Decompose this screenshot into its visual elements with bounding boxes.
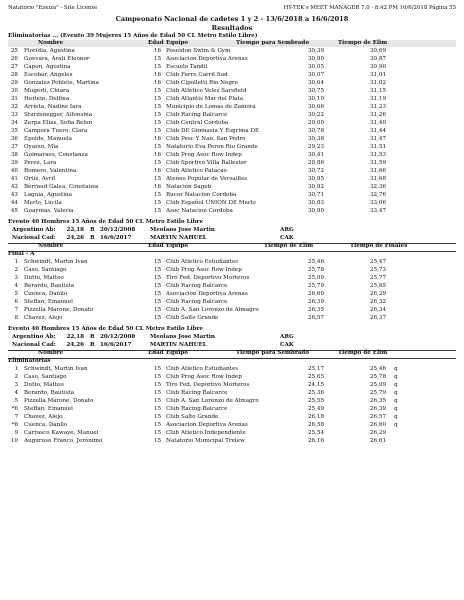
result-team: Club Racing Balcarce xyxy=(166,283,228,289)
result-place: 40 xyxy=(10,168,18,174)
result-seed-time: 30,05 xyxy=(307,64,324,70)
result-name: Laguia, Agustina xyxy=(24,192,72,198)
result-team: Escuelo Tandil xyxy=(166,64,208,70)
result-time: 31,51 xyxy=(369,144,386,150)
result-place: 3 xyxy=(14,382,18,388)
result-age: 15 xyxy=(154,422,162,428)
result-age: 16 xyxy=(154,136,162,142)
result-team: Asociacion Deportiva Arenas xyxy=(166,291,248,297)
result-age: 15 xyxy=(154,259,162,265)
result-time: 26,29 xyxy=(369,291,386,297)
result-age: 15 xyxy=(154,208,162,214)
result-time: 25,78 xyxy=(369,374,386,380)
result-time: 31,19 xyxy=(369,96,386,102)
record-date: 20/12/2008 xyxy=(100,227,136,233)
site-license: Natatorio "Ezeiza" - Site License xyxy=(8,5,98,11)
result-time: 31,15 xyxy=(369,88,386,94)
result-age: 16 xyxy=(154,168,162,174)
result-team: Natatorio Municipal Trelew xyxy=(166,438,245,444)
result-place: 36 xyxy=(10,136,18,142)
result-seed-time: 24,15 xyxy=(307,382,324,388)
result-place: 27 xyxy=(10,64,18,70)
result-team: Club Atlantis Mar del Plata xyxy=(166,96,244,102)
result-place: 8 xyxy=(14,315,18,321)
result-name: Berardo, Bautista xyxy=(24,283,75,289)
result-place: 35 xyxy=(10,128,18,134)
result-age: 16 xyxy=(154,152,162,158)
result-team: Poseidon Swim & Gym xyxy=(166,48,231,54)
result-name: Cuenca, Danilo xyxy=(24,291,68,297)
result-seed-time: 30,22 xyxy=(307,112,324,118)
result-place: 4 xyxy=(14,390,18,396)
result-team: Club Racing Balcarce xyxy=(166,299,228,305)
result-name: Dutto, Matteo xyxy=(24,275,64,281)
column-header: Equipo xyxy=(166,350,189,356)
result-name: Herlein, Delfina xyxy=(24,96,70,102)
result-team: Club Atletico Patacao xyxy=(166,168,227,174)
result-age: 15 xyxy=(154,64,162,70)
result-team: Club Racing Balcarce xyxy=(166,390,228,396)
result-team: Club Ferro Carril Sud xyxy=(166,72,228,78)
column-header: Tiempo de Elim xyxy=(338,40,388,46)
result-seed-time: 30,83 xyxy=(307,200,324,206)
result-time: 26,32 xyxy=(369,299,386,305)
result-place: *8 xyxy=(11,422,18,428)
result-team: Bucor Natacion Cordoba xyxy=(166,192,237,198)
result-team: Club Español UNION DE Merlo xyxy=(166,200,256,206)
result-place: 5 xyxy=(14,291,18,297)
result-place: 25 xyxy=(10,48,18,54)
result-place: 43 xyxy=(10,192,18,198)
result-age: 15 xyxy=(154,275,162,281)
meet-title: Campeonato Nacional de cadetes 1 y 2 - 13/6/2018 a 16/6/2018 xyxy=(115,15,349,23)
result-time: 30,87 xyxy=(369,56,386,62)
column-header-row xyxy=(8,40,456,47)
result-age: 15 xyxy=(154,307,162,313)
result-age: 16 xyxy=(154,80,162,86)
result-age: 15 xyxy=(154,406,162,412)
column-header: Tiempo de Elim xyxy=(264,243,314,249)
result-team: Asociacion Deportiva Arenas xyxy=(166,56,248,62)
column-header-row xyxy=(8,350,456,357)
result-place: 38 xyxy=(10,152,18,158)
result-team: Asociacion Deportiva Arenas xyxy=(166,422,248,428)
result-seed-time: 30,38 xyxy=(307,136,324,142)
result-team: Club Salto Grande xyxy=(166,414,219,420)
result-time: 31,47 xyxy=(369,136,386,142)
result-place: 1 xyxy=(14,366,18,372)
result-name: Chavez, Alejo xyxy=(24,414,63,420)
record-label: Argentino Ab: xyxy=(12,334,56,340)
column-header: Edad xyxy=(148,40,164,46)
result-seed-time: 30,90 xyxy=(307,208,324,214)
result-team: Tiro Fed. Deportivo Morteros xyxy=(166,275,250,281)
result-time: 26,39 xyxy=(369,406,386,412)
result-name: Floridia, Agustina xyxy=(24,48,75,54)
result-seed-time: 25,65 xyxy=(307,374,324,380)
result-name: Auguruso Franco, Jerónimo xyxy=(24,438,103,444)
result-age: 15 xyxy=(154,374,162,380)
result-seed-time: 25,54 xyxy=(307,430,324,436)
result-name: Epolde, Manuela xyxy=(24,136,72,142)
result-time: 30,69 xyxy=(369,48,386,54)
result-seed-time: 25,36 xyxy=(307,390,324,396)
result-team: Municipio de Lomas de Zamora xyxy=(166,104,256,110)
result-team: Club Atletico Independiente xyxy=(166,430,246,436)
record-time: 22,18 xyxy=(66,227,84,233)
result-name: Schwindt, Martin Ivan xyxy=(24,259,88,265)
result-age: 15 xyxy=(154,366,162,372)
record-time: 24,26 xyxy=(66,235,84,241)
result-name: Oyarzo, Mia xyxy=(24,144,59,150)
result-time: 30,90 xyxy=(369,64,386,70)
result-place: 42 xyxy=(10,184,18,190)
result-place: 33 xyxy=(10,112,18,118)
record-time: 22,18 xyxy=(66,334,84,340)
result-name: Gonzalez Poblete, Martina xyxy=(24,80,99,86)
result-place: 1 xyxy=(14,259,18,265)
result-place: *6 xyxy=(11,406,18,412)
record-country: ARG xyxy=(280,227,294,233)
result-age: 15 xyxy=(154,88,162,94)
result-place: 6 xyxy=(14,299,18,305)
result-age: 15 xyxy=(154,430,162,436)
column-header: Edad xyxy=(148,350,164,356)
result-age: 16 xyxy=(154,184,162,190)
result-age: 15 xyxy=(154,112,162,118)
result-place: 44 xyxy=(10,200,18,206)
column-header: Equipo xyxy=(166,243,189,249)
result-age: 15 xyxy=(154,160,162,166)
result-time: 26,60 xyxy=(369,422,386,428)
column-header: Nombre xyxy=(38,350,64,356)
meet-manager-info: HY-TEK's MEET MANAGER 7.0 - 8:42 PM 16/6/2018 Página 55 xyxy=(283,5,456,11)
result-place: 26 xyxy=(10,56,18,62)
result-name: Romero, Valentina xyxy=(24,168,77,174)
result-team: Club Central Cordoba xyxy=(166,120,229,126)
result-time: 26,29 xyxy=(369,430,386,436)
result-seed-time: 25,55 xyxy=(307,398,324,404)
result-time: 31,68 xyxy=(369,176,386,182)
result-time: 31,26 xyxy=(369,112,386,118)
result-team: Ateneo Popular de Versailles xyxy=(166,176,248,182)
final-a-heading: Final - A xyxy=(8,251,35,257)
result-place: 3 xyxy=(14,275,18,281)
result-age: 15 xyxy=(154,128,162,134)
event-39-heading: Eliminatorias ... (Evento 39 Mujeres 15 Años de Edad 50 CL Metro Estilo Libre) xyxy=(8,33,258,39)
qualifier-mark: q xyxy=(394,374,398,380)
record-flag: R xyxy=(90,227,95,233)
result-time: 31,01 xyxy=(369,72,386,78)
record-holder: Meolans Jose Martin xyxy=(150,227,215,233)
result-place: 5 xyxy=(14,398,18,404)
result-name: Capon, Agostina xyxy=(24,64,71,70)
result-seed-time: 26,35 xyxy=(307,307,324,313)
result-seed-time: 30,66 xyxy=(307,104,324,110)
column-header-row xyxy=(8,243,456,250)
column-header: Tiempo de Elim xyxy=(338,350,388,356)
result-age: 15 xyxy=(154,299,162,305)
record-label: Nacional Cad: xyxy=(12,342,56,348)
qualifier-mark: q xyxy=(394,366,398,372)
result-team: Club Atlético Velez Sarsfield xyxy=(166,88,247,94)
result-team: Club Prog Asoc Row Indep xyxy=(166,152,242,158)
result-place: 41 xyxy=(10,176,18,182)
result-time: 26,61 xyxy=(369,438,386,444)
result-place: 45 xyxy=(10,208,18,214)
result-seed-time: 30,39 xyxy=(307,48,324,54)
result-time: 26,35 xyxy=(369,398,386,404)
result-name: Guevara, Arati Eleonor xyxy=(24,56,90,62)
result-seed-time: 30,71 xyxy=(307,192,324,198)
result-time: 25,85 xyxy=(369,283,386,289)
result-place: 4 xyxy=(14,283,18,289)
result-name: Steffan, Emanuel xyxy=(24,299,73,305)
result-team: Club A. San Lorenzo de Almagro xyxy=(166,307,259,313)
result-team: Natatorio Eva Peron Rio Grande xyxy=(166,144,258,150)
result-team: Club Salto Grande xyxy=(166,315,219,321)
record-date: 16/6/2017 xyxy=(100,235,132,241)
result-age: 16 xyxy=(154,72,162,78)
result-name: Pizzella Marone, Donato xyxy=(24,307,94,313)
result-age: 15 xyxy=(154,192,162,198)
result-name: Zerpa Elias, Sofia Belen xyxy=(24,120,93,126)
result-place: 2 xyxy=(14,267,18,273)
record-holder: Meolans Jose Martin xyxy=(150,334,215,340)
result-place: 34 xyxy=(10,120,18,126)
result-team: Club Prog Asoc Row Indep xyxy=(166,267,242,273)
result-place: 7 xyxy=(14,307,18,313)
result-time: 31,53 xyxy=(369,152,386,158)
qualifier-mark: q xyxy=(394,406,398,412)
result-team: Club Sportivo Villa Ballester xyxy=(166,160,247,166)
result-time: 25,73 xyxy=(369,267,386,273)
record-flag: R xyxy=(90,342,95,348)
result-name: Cuenca, Danilo xyxy=(24,422,68,428)
result-name: Steffan, Emanuel xyxy=(24,406,73,412)
result-seed-time: 30,75 xyxy=(307,88,324,94)
result-age: 15 xyxy=(154,382,162,388)
column-header: Nombre xyxy=(38,243,64,249)
result-team: Asoc Natacion Cordoba xyxy=(166,208,233,214)
result-time: 31,59 xyxy=(369,160,386,166)
column-header: Tiempo de Finales xyxy=(350,243,408,249)
result-seed-time: 25,78 xyxy=(307,267,324,273)
result-age: 15 xyxy=(154,96,162,102)
record-flag: R xyxy=(90,235,95,241)
result-name: Caso, Santiago xyxy=(24,267,67,273)
result-age: 15 xyxy=(154,390,162,396)
result-time: 26,34 xyxy=(369,307,386,313)
result-age: 15 xyxy=(154,104,162,110)
result-seed-time: 25,49 xyxy=(307,406,324,412)
result-name: Dutto, Matteo xyxy=(24,382,64,388)
qualifier-mark: q xyxy=(394,398,398,404)
result-seed-time: 26,39 xyxy=(307,299,324,305)
result-seed-time: 26,18 xyxy=(307,414,324,420)
result-age: 15 xyxy=(154,144,162,150)
result-age: 15 xyxy=(154,414,162,420)
result-seed-time: 30,41 xyxy=(307,152,324,158)
result-age: 15 xyxy=(154,438,162,444)
result-team: Natación Sageb xyxy=(166,184,212,190)
result-name: Guaymas, Valeria xyxy=(24,208,74,214)
result-time: 25,09 xyxy=(369,382,386,388)
result-name: Merlo, Lucila xyxy=(24,200,62,206)
result-seed-time: 25,09 xyxy=(307,275,324,281)
result-seed-time: 29,86 xyxy=(307,160,324,166)
record-date: 16/6/2017 xyxy=(100,342,132,348)
result-name: Sturzenegger, Alfonsina xyxy=(24,112,93,118)
result-name: Pizzella Marone, Donato xyxy=(24,398,94,404)
record-holder: MARTIN NAHUEL xyxy=(150,235,207,241)
qualifier-mark: q xyxy=(394,390,398,396)
result-age: 15 xyxy=(154,291,162,297)
column-header: Nombre xyxy=(38,40,64,46)
result-name: Arrieta, Nadine Iara xyxy=(24,104,82,110)
result-team: Tiro Fed. Deportivo Morteros xyxy=(166,382,250,388)
result-age: 15 xyxy=(154,283,162,289)
record-holder: MARTIN NAHUEL xyxy=(150,342,207,348)
result-age: 15 xyxy=(154,315,162,321)
column-header: Tiempo para Sembrado xyxy=(236,40,310,46)
result-team: Club Racing Balcarce xyxy=(166,406,228,412)
result-time: 33,47 xyxy=(369,208,386,214)
column-header: Equipo xyxy=(166,40,189,46)
result-time: 31,40 xyxy=(369,120,386,126)
column-header: Tiempo para Sembrado xyxy=(236,350,310,356)
result-seed-time: 30,95 xyxy=(307,176,324,182)
result-place: 28 xyxy=(10,72,18,78)
result-team: Club Cipolletti Rio Negro xyxy=(166,80,238,86)
result-time: 26,37 xyxy=(369,315,386,321)
result-seed-time: 30,07 xyxy=(307,72,324,78)
result-name: Schwindt, Martin Ivan xyxy=(24,366,88,372)
result-place: 31 xyxy=(10,96,18,102)
result-place: 2 xyxy=(14,374,18,380)
record-country: CAK xyxy=(280,235,294,241)
result-name: Guimaraes, Constanza xyxy=(24,152,88,158)
result-time: 33,06 xyxy=(369,200,386,206)
record-time: 24,26 xyxy=(66,342,84,348)
result-seed-time: 26,57 xyxy=(307,315,324,321)
result-time: 32,76 xyxy=(369,192,386,198)
result-seed-time: 26,60 xyxy=(307,291,324,297)
results-subtitle: Resultados xyxy=(211,24,253,32)
record-flag: R xyxy=(90,334,95,340)
result-seed-time: 30,10 xyxy=(307,96,324,102)
result-time: 25,79 xyxy=(369,390,386,396)
result-age: 15 xyxy=(154,56,162,62)
result-team: Club Prog Asoc Row Indep xyxy=(166,374,242,380)
qualifier-mark: q xyxy=(394,422,398,428)
record-label: Argentino Ab: xyxy=(12,227,56,233)
result-place: 29 xyxy=(10,80,18,86)
result-place: 9 xyxy=(14,430,18,436)
result-time: 31,23 xyxy=(369,104,386,110)
result-name: Carrasco Kawaye, Manuel xyxy=(24,430,99,436)
result-seed-time: 30,72 xyxy=(307,168,324,174)
record-country: ARG xyxy=(280,334,294,340)
result-seed-time: 26,58 xyxy=(307,422,324,428)
result-age: 15 xyxy=(154,120,162,126)
result-seed-time: 30,90 xyxy=(307,56,324,62)
qualifier-mark: q xyxy=(394,414,398,420)
event-40-final-heading: Evento 40 Hombres 15 Años de Edad 50 CL Metro Estilo Libre xyxy=(8,219,204,225)
record-label: Nacional Cad: xyxy=(12,235,56,241)
record-date: 20/12/2008 xyxy=(100,334,136,340)
event-40-prelim-heading: Evento 40 Hombres 15 Años de Edad 50 CL Metro Estilo Libre xyxy=(8,326,204,332)
result-seed-time: 30,64 xyxy=(307,80,324,86)
result-time: 31,66 xyxy=(369,168,386,174)
result-name: Perez, Lara xyxy=(24,160,57,166)
result-place: 30 xyxy=(10,88,18,94)
record-country: CAK xyxy=(280,342,294,348)
result-name: Campora Tuero, Clara xyxy=(24,128,88,134)
result-age: 15 xyxy=(154,267,162,273)
result-name: Escobar, Angeles xyxy=(24,72,73,78)
result-seed-time: 29,00 xyxy=(307,120,324,126)
result-name: Ortiz, Avril xyxy=(24,176,56,182)
result-seed-time: 25,17 xyxy=(307,366,324,372)
result-seed-time: 30,78 xyxy=(307,128,324,134)
result-name: Caso, Santiago xyxy=(24,374,67,380)
result-seed-time: 29,23 xyxy=(307,144,324,150)
result-time: 31,02 xyxy=(369,80,386,86)
result-team: Club Atletico Estudiantes xyxy=(166,366,239,372)
result-team: Club Racing Balcarce xyxy=(166,112,228,118)
result-team: Club Atletico Estudiantes xyxy=(166,259,239,265)
result-seed-time: 25,46 xyxy=(307,259,324,265)
result-seed-time: 30,92 xyxy=(307,184,324,190)
result-place: 32 xyxy=(10,104,18,110)
result-team: Club Pesc Y Nau. San Pedro xyxy=(166,136,246,142)
result-seed-time: 25,79 xyxy=(307,283,324,289)
result-name: Berraud Galea, Constanza xyxy=(24,184,99,190)
result-time: 31,44 xyxy=(369,128,386,134)
result-age: 16 xyxy=(154,48,162,54)
result-time: 26,57 xyxy=(369,414,386,420)
result-place: 37 xyxy=(10,144,18,150)
result-seed-time: 26,16 xyxy=(307,438,324,444)
result-time: 25,77 xyxy=(369,275,386,281)
result-place: 7 xyxy=(14,414,18,420)
result-name: Berardo, Bautista xyxy=(24,390,75,396)
result-place: 10 xyxy=(10,438,18,444)
result-name: Chavez, Alejo xyxy=(24,315,63,321)
result-place: 39 xyxy=(10,160,18,166)
result-team: Club A. San Lorenzo de Almagro xyxy=(166,398,259,404)
result-time: 32,36 xyxy=(369,184,386,190)
result-age: 15 xyxy=(154,176,162,182)
result-time: 25,46 xyxy=(369,366,386,372)
result-time: 25,47 xyxy=(369,259,386,265)
eliminatorias-heading: Eliminatorias xyxy=(8,358,51,364)
result-age: 15 xyxy=(154,398,162,404)
result-team: Club DE Gimnasia Y Esgrima DE xyxy=(166,128,260,134)
result-name: Mugerli, Chiara xyxy=(24,88,70,94)
qualifier-mark: q xyxy=(394,382,398,388)
result-age: 15 xyxy=(154,200,162,206)
column-header: Edad xyxy=(148,243,164,249)
